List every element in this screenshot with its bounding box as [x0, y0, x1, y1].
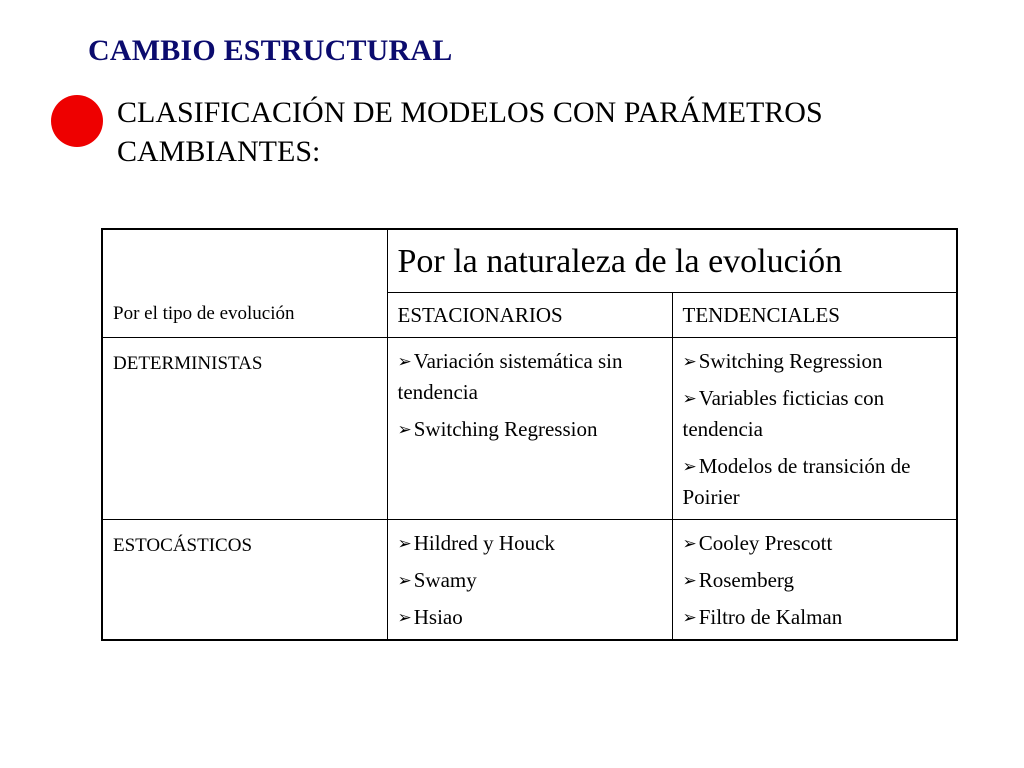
arrow-bullet-icon: ➢ — [682, 534, 697, 553]
arrow-bullet-icon: ➢ — [682, 571, 697, 590]
list-item-text: Switching Regression — [698, 349, 883, 373]
trend-cell — [672, 520, 957, 641]
row-label: DETERMINISTAS — [113, 353, 263, 374]
list-item — [683, 565, 947, 596]
list-item — [683, 528, 947, 559]
stationary-header-cell — [387, 293, 672, 338]
list-item — [398, 414, 662, 445]
list-item-text: Switching Regression — [413, 417, 598, 441]
list-item — [398, 565, 662, 596]
list-item — [398, 602, 662, 633]
list-item — [398, 528, 662, 559]
arrow-bullet-icon: ➢ — [682, 352, 697, 371]
slide-subtitle: CLASIFICACIÓN DE MODELOS CON PARÁMETROS CAMBIANTES: — [117, 96, 823, 168]
classification-table — [101, 228, 958, 641]
list-item-text: Variables ficticias con tendencia — [682, 386, 885, 441]
row-label: ESTOCÁSTICOS — [113, 535, 253, 556]
arrow-bullet-icon: ➢ — [682, 389, 697, 408]
trend-cell — [672, 338, 957, 520]
nature-header-cell — [387, 229, 957, 293]
arrow-bullet-icon: ➢ — [397, 608, 412, 627]
list-item-text: Hildred y Houck — [413, 531, 555, 555]
arrow-bullet-icon: ➢ — [397, 420, 412, 439]
list-item-text: Swamy — [413, 568, 477, 592]
arrow-bullet-icon: ➢ — [682, 457, 697, 476]
list-item — [683, 346, 947, 377]
list-item-text: Modelos de transición de Poirier — [682, 454, 911, 509]
list-item-text: Variación sistemática sin tendencia — [397, 349, 623, 404]
arrow-bullet-icon: ➢ — [397, 571, 412, 590]
slide-title: CAMBIO ESTRUCTURAL — [88, 34, 453, 67]
list-item-text: Hsiao — [413, 605, 463, 629]
nature-header: Por la naturaleza de la evolución — [397, 243, 843, 280]
type-header-cell — [102, 229, 387, 338]
list-item — [683, 451, 947, 513]
stationary-cell — [387, 338, 672, 520]
list-item — [683, 383, 947, 445]
arrow-bullet-icon: ➢ — [397, 352, 412, 371]
arrow-bullet-icon: ➢ — [397, 534, 412, 553]
list-item-text: Filtro de Kalman — [698, 605, 843, 629]
list-item — [398, 346, 662, 408]
classification-table-wrapper — [101, 228, 958, 641]
trend-header-cell — [672, 293, 957, 338]
stationary-header: ESTACIONARIOS — [397, 302, 563, 327]
table-row — [102, 338, 957, 520]
list-item — [683, 602, 947, 633]
trend-header: TENDENCIALES — [682, 302, 840, 327]
table-row — [102, 520, 957, 641]
row-label-cell — [102, 338, 387, 520]
row-label-cell — [102, 520, 387, 641]
list-item-text: Rosemberg — [698, 568, 795, 592]
arrow-bullet-icon: ➢ — [682, 608, 697, 627]
type-header: Por el tipo de evolución — [113, 303, 295, 324]
list-item-text: Cooley Prescott — [698, 531, 833, 555]
red-bullet-icon — [51, 95, 103, 147]
stationary-cell — [387, 520, 672, 641]
